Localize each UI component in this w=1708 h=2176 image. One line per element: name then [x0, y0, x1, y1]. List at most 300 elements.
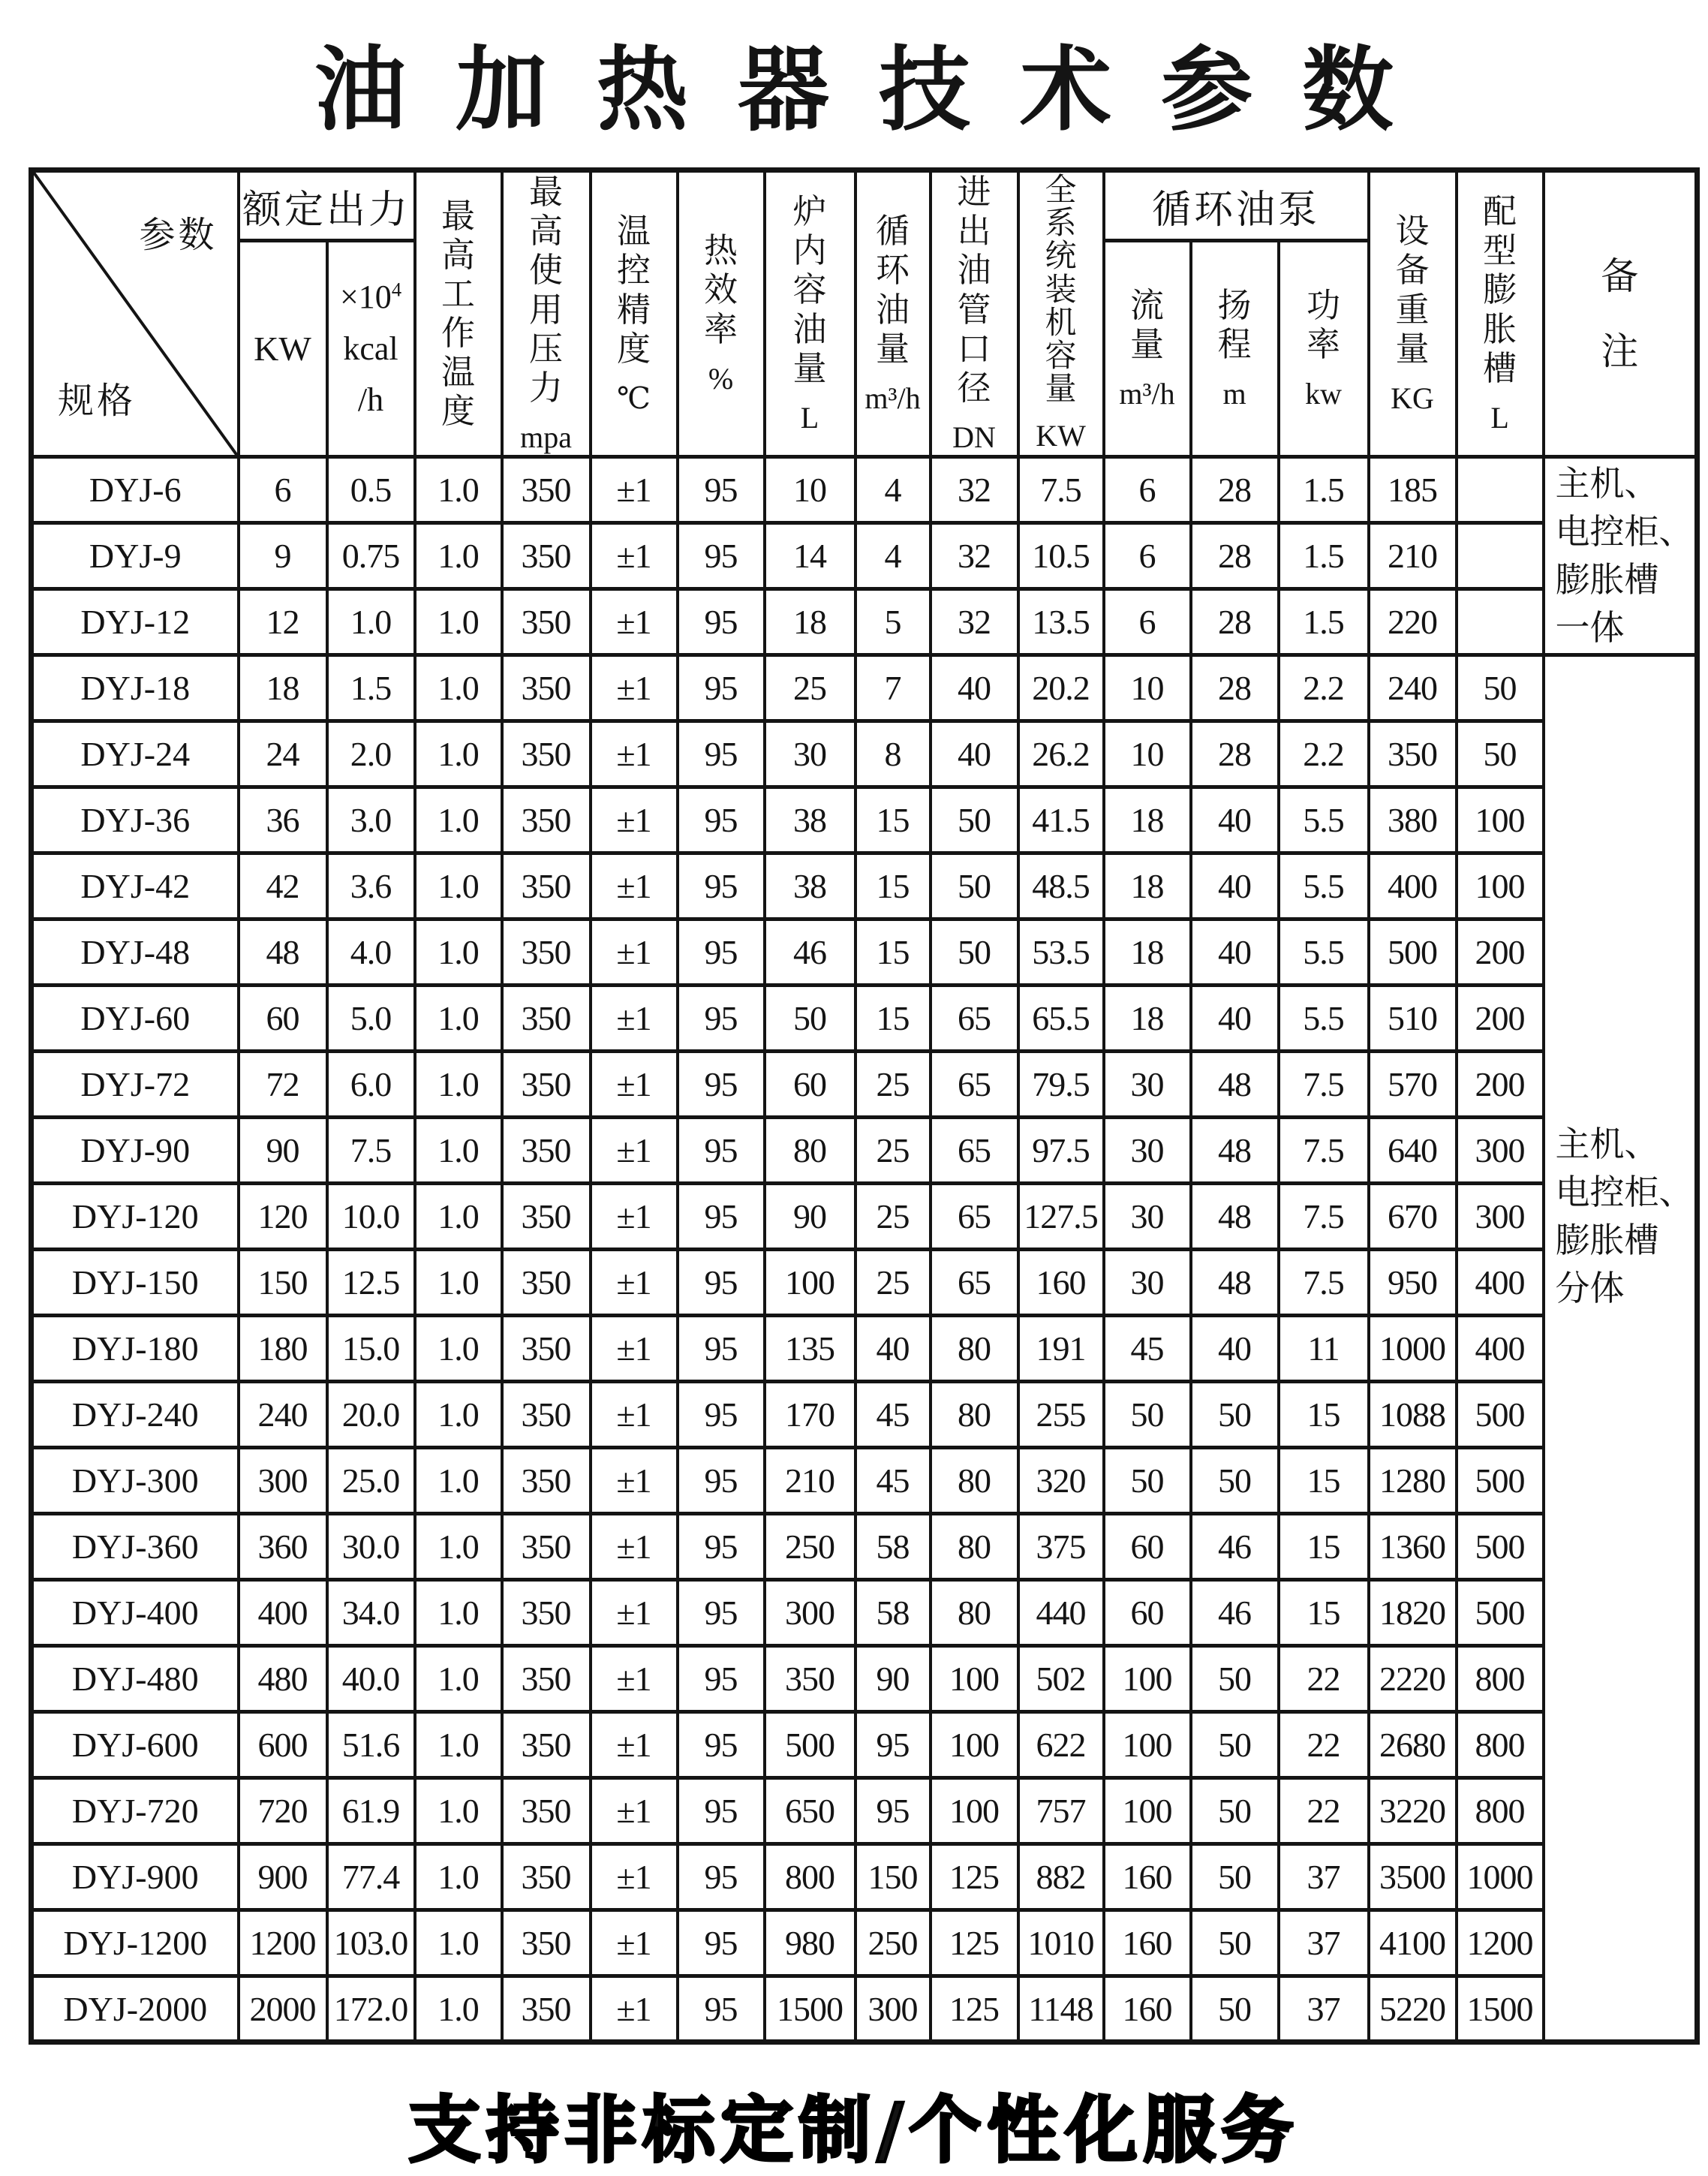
value-cell: 240	[1369, 655, 1457, 721]
value-cell: 50	[931, 853, 1018, 919]
value-cell: 350	[1369, 721, 1457, 787]
value-cell: 50	[1191, 1844, 1279, 1910]
value-cell: 51.6	[327, 1712, 415, 1778]
model-cell: DYJ-18	[32, 655, 239, 721]
value-cell: 80	[931, 1382, 1018, 1448]
value-cell: 360	[239, 1514, 327, 1580]
value-cell: 350	[502, 589, 591, 655]
value-cell: 42	[239, 853, 327, 919]
value-cell: 15	[856, 853, 931, 919]
value-cell: ±1	[591, 986, 678, 1052]
value-cell: 1.0	[415, 1580, 502, 1646]
value-cell: ±1	[591, 589, 678, 655]
value-cell: 3220	[1369, 1778, 1457, 1844]
value-cell: 500	[1457, 1448, 1544, 1514]
value-cell: 25	[856, 1250, 931, 1316]
model-cell: DYJ-1200	[32, 1910, 239, 1976]
value-cell: 95	[678, 1316, 765, 1382]
kw-unit-label: KW	[254, 330, 311, 369]
value-cell: 50	[931, 787, 1018, 853]
model-cell: DYJ-720	[32, 1778, 239, 1844]
spec-sheet	[0, 17, 1708, 2176]
value-cell: 1.0	[415, 1712, 502, 1778]
value-cell: 350	[502, 1250, 591, 1316]
value-cell: 5.5	[1279, 986, 1369, 1052]
value-cell: 8	[856, 721, 931, 787]
system-capacity-header	[1018, 170, 1104, 457]
table-row	[32, 919, 1697, 986]
value-cell: 15	[1279, 1514, 1369, 1580]
value-cell: 1010	[1018, 1910, 1104, 1976]
pipe-diameter-header	[931, 170, 1018, 457]
value-cell: 100	[1104, 1646, 1191, 1712]
value-cell: 90	[856, 1646, 931, 1712]
rated-output-group-label: 额定出力	[242, 188, 411, 232]
remark-line: 主机、	[1555, 464, 1659, 503]
table-row	[32, 655, 1697, 721]
value-cell: 95	[678, 1778, 765, 1844]
value-cell: 350	[502, 1316, 591, 1382]
table-row	[32, 523, 1697, 589]
value-cell: 72	[239, 1052, 327, 1118]
value-cell: 1.0	[415, 1448, 502, 1514]
value-cell: 5	[856, 589, 931, 655]
value-cell: 1.0	[415, 787, 502, 853]
value-cell: 53.5	[1018, 919, 1104, 986]
table-row	[32, 1712, 1697, 1778]
system-capacity-unit: KW	[1036, 418, 1086, 453]
value-cell: 40	[1191, 986, 1279, 1052]
spec-table	[29, 167, 1700, 2045]
value-cell: 20.2	[1018, 655, 1104, 721]
value-cell: 1.0	[415, 1646, 502, 1712]
value-cell: 2000	[239, 1976, 327, 2042]
model-cell: DYJ-360	[32, 1514, 239, 1580]
value-cell: 1.0	[415, 986, 502, 1052]
value-cell: 670	[1369, 1184, 1457, 1250]
value-cell: 200	[1457, 986, 1544, 1052]
value-cell: 882	[1018, 1844, 1104, 1910]
temp-precision-unit: ℃	[617, 381, 651, 415]
value-cell: 2220	[1369, 1646, 1457, 1712]
value-cell: 200	[1457, 919, 1544, 986]
value-cell: 210	[1369, 523, 1457, 589]
max-use-pressure-label: 最高使用压力	[529, 173, 564, 407]
value-cell: 160	[1018, 1250, 1104, 1316]
table-row	[32, 1646, 1697, 1712]
value-cell: 65.5	[1018, 986, 1104, 1052]
value-cell: 40.0	[327, 1646, 415, 1712]
value-cell: 2.2	[1279, 655, 1369, 721]
value-cell: 1.0	[415, 1844, 502, 1910]
model-cell: DYJ-42	[32, 853, 239, 919]
value-cell: 400	[1457, 1250, 1544, 1316]
value-cell: 1.0	[415, 1778, 502, 1844]
table-row	[32, 1382, 1697, 1448]
value-cell: 15	[1279, 1448, 1369, 1514]
value-cell	[1457, 523, 1544, 589]
value-cell: 1.0	[415, 1514, 502, 1580]
value-cell: 58	[856, 1580, 931, 1646]
value-cell: 48	[1191, 1250, 1279, 1316]
equipment-weight-header	[1369, 170, 1457, 457]
value-cell: 30	[1104, 1184, 1191, 1250]
value-cell: 40	[1191, 919, 1279, 986]
value-cell: 12	[239, 589, 327, 655]
value-cell: ±1	[591, 1184, 678, 1250]
value-cell: 250	[856, 1910, 931, 1976]
remark-line: 主机、	[1555, 1125, 1659, 1164]
value-cell: 28	[1191, 523, 1279, 589]
value-cell: ±1	[591, 1778, 678, 1844]
value-cell: 79.5	[1018, 1052, 1104, 1118]
value-cell: 6	[1104, 523, 1191, 589]
model-cell: DYJ-9	[32, 523, 239, 589]
value-cell: 90	[765, 1184, 856, 1250]
table-row	[32, 787, 1697, 853]
value-cell: 400	[1457, 1316, 1544, 1382]
value-cell: 3.0	[327, 787, 415, 853]
value-cell: 65	[931, 1184, 1018, 1250]
value-cell: 350	[502, 1778, 591, 1844]
model-cell: DYJ-480	[32, 1646, 239, 1712]
pump-group-header	[1104, 170, 1369, 241]
value-cell: 95	[678, 853, 765, 919]
pump-head-label: 扬程	[1217, 286, 1252, 364]
value-cell: ±1	[591, 853, 678, 919]
table-body	[32, 457, 1697, 2042]
circulating-oil-unit: m³/h	[865, 381, 921, 415]
value-cell: 50	[1191, 1976, 1279, 2042]
value-cell: 34.0	[327, 1580, 415, 1646]
value-cell: 95	[678, 1382, 765, 1448]
value-cell: 13.5	[1018, 589, 1104, 655]
value-cell: 30	[1104, 1118, 1191, 1184]
value-cell: 400	[1369, 853, 1457, 919]
value-cell: 170	[765, 1382, 856, 1448]
kcal-unit-header	[327, 241, 415, 457]
remark-line: 电控柜、	[1555, 512, 1694, 551]
table-row	[32, 1052, 1697, 1118]
table-row	[32, 1844, 1697, 1910]
value-cell: 6.0	[327, 1052, 415, 1118]
pipe-diameter-label: 进出油管口径	[957, 173, 991, 407]
value-cell: 50	[931, 919, 1018, 986]
value-cell: 77.4	[327, 1844, 415, 1910]
value-cell: 80	[931, 1448, 1018, 1514]
value-cell: 160	[1104, 1976, 1191, 2042]
value-cell: 4100	[1369, 1910, 1457, 1976]
value-cell: 1.5	[1279, 589, 1369, 655]
value-cell: 380	[1369, 787, 1457, 853]
value-cell: 210	[765, 1448, 856, 1514]
value-cell: 37	[1279, 1976, 1369, 2042]
value-cell: 720	[239, 1778, 327, 1844]
value-cell: 0.75	[327, 523, 415, 589]
value-cell: 480	[239, 1646, 327, 1712]
value-cell: 6	[1104, 589, 1191, 655]
value-cell: 191	[1018, 1316, 1104, 1382]
value-cell: 1.0	[415, 457, 502, 523]
value-cell: 1.0	[415, 1316, 502, 1382]
value-cell: 150	[856, 1844, 931, 1910]
value-cell: ±1	[591, 523, 678, 589]
value-cell: 10	[765, 457, 856, 523]
value-cell: 350	[502, 1580, 591, 1646]
value-cell: 800	[1457, 1646, 1544, 1712]
value-cell: 50	[1191, 1646, 1279, 1712]
model-cell: DYJ-240	[32, 1382, 239, 1448]
value-cell: 95	[678, 721, 765, 787]
value-cell: 1500	[1457, 1976, 1544, 2042]
value-cell: 41.5	[1018, 787, 1104, 853]
value-cell: 15	[1279, 1580, 1369, 1646]
value-cell: 1500	[765, 1976, 856, 2042]
value-cell: 95	[678, 1118, 765, 1184]
circulating-oil-label: 循环油量	[876, 212, 910, 368]
rated-output-group-header	[239, 170, 415, 241]
value-cell: 350	[502, 1910, 591, 1976]
pump-head-unit: m	[1222, 377, 1246, 411]
value-cell: 6	[239, 457, 327, 523]
value-cell: 1.5	[327, 655, 415, 721]
pump-power-label: 功率	[1307, 286, 1341, 364]
corner-header	[32, 170, 239, 457]
max-work-temp-header	[415, 170, 502, 457]
value-cell: 1.0	[415, 1910, 502, 1976]
value-cell: 180	[239, 1316, 327, 1382]
value-cell: 7	[856, 655, 931, 721]
value-cell: 200	[1457, 1052, 1544, 1118]
value-cell: 350	[502, 721, 591, 787]
value-cell: 18	[1104, 853, 1191, 919]
value-cell: 15	[856, 787, 931, 853]
value-cell: 120	[239, 1184, 327, 1250]
value-cell: 95	[678, 457, 765, 523]
value-cell: 640	[1369, 1118, 1457, 1184]
value-cell: 22	[1279, 1646, 1369, 1712]
value-cell: 95	[678, 1184, 765, 1250]
corner-spec-label: 规格	[58, 381, 137, 422]
value-cell: 18	[765, 589, 856, 655]
value-cell: 9	[239, 523, 327, 589]
value-cell: 95	[678, 1910, 765, 1976]
value-cell: 60	[1104, 1514, 1191, 1580]
value-cell: 240	[239, 1382, 327, 1448]
value-cell: 1000	[1457, 1844, 1544, 1910]
value-cell: 60	[1104, 1580, 1191, 1646]
value-cell: 10	[1104, 721, 1191, 787]
value-cell: 37	[1279, 1844, 1369, 1910]
value-cell: 350	[765, 1646, 856, 1712]
value-cell: 22	[1279, 1712, 1369, 1778]
circulating-oil-header	[856, 170, 931, 457]
value-cell: 1.5	[1279, 523, 1369, 589]
value-cell: 5.5	[1279, 853, 1369, 919]
pump-power-header	[1279, 241, 1369, 457]
value-cell: 28	[1191, 589, 1279, 655]
max-use-pressure-unit: mpa	[520, 420, 572, 455]
value-cell: 95	[678, 1646, 765, 1712]
value-cell: 375	[1018, 1514, 1104, 1580]
value-cell: 1.0	[415, 1250, 502, 1316]
remark-line: 分体	[1555, 1269, 1625, 1308]
value-cell: 160	[1104, 1844, 1191, 1910]
value-cell: 1.0	[415, 1976, 502, 2042]
value-cell: 25	[856, 1184, 931, 1250]
remark-header-label: 备注	[1601, 255, 1639, 373]
value-cell: 65	[931, 1052, 1018, 1118]
value-cell: 300	[856, 1976, 931, 2042]
value-cell: ±1	[591, 1052, 678, 1118]
model-cell: DYJ-150	[32, 1250, 239, 1316]
value-cell: 48	[1191, 1118, 1279, 1184]
pump-flow-label: 流量	[1130, 286, 1165, 364]
value-cell: 100	[931, 1646, 1018, 1712]
value-cell: ±1	[591, 1844, 678, 1910]
value-cell: 100	[765, 1250, 856, 1316]
value-cell: 350	[502, 1514, 591, 1580]
value-cell: 100	[931, 1778, 1018, 1844]
value-cell: 50	[1191, 1778, 1279, 1844]
value-cell: 2.2	[1279, 721, 1369, 787]
value-cell: 600	[239, 1712, 327, 1778]
model-cell: DYJ-600	[32, 1712, 239, 1778]
value-cell: 350	[502, 523, 591, 589]
thermal-efficiency-unit: %	[708, 361, 734, 396]
value-cell: 570	[1369, 1052, 1457, 1118]
value-cell: 90	[239, 1118, 327, 1184]
value-cell: 100	[931, 1712, 1018, 1778]
value-cell: ±1	[591, 1712, 678, 1778]
value-cell: 1.0	[415, 1382, 502, 1448]
value-cell: 95	[678, 1976, 765, 2042]
value-cell: 800	[1457, 1712, 1544, 1778]
value-cell	[1457, 589, 1544, 655]
value-cell: 25	[765, 655, 856, 721]
value-cell: 15	[856, 986, 931, 1052]
kw-unit-header	[239, 241, 327, 457]
value-cell: 1820	[1369, 1580, 1457, 1646]
table-row	[32, 853, 1697, 919]
value-cell: 185	[1369, 457, 1457, 523]
value-cell: 350	[502, 1448, 591, 1514]
value-cell: 50	[1457, 655, 1544, 721]
value-cell: 4	[856, 523, 931, 589]
value-cell: 502	[1018, 1646, 1104, 1712]
expansion-tank-unit: L	[1490, 401, 1509, 435]
kcal-per-hour-label: /h	[357, 381, 384, 418]
value-cell: 125	[931, 1844, 1018, 1910]
value-cell: 46	[1191, 1514, 1279, 1580]
temp-precision-header	[591, 170, 678, 457]
value-cell: 757	[1018, 1778, 1104, 1844]
value-cell: 1.0	[415, 721, 502, 787]
value-cell: 350	[502, 1118, 591, 1184]
value-cell: 350	[502, 1976, 591, 2042]
value-cell: 4	[856, 457, 931, 523]
value-cell: 650	[765, 1778, 856, 1844]
value-cell: 37	[1279, 1910, 1369, 1976]
value-cell: 125	[931, 1910, 1018, 1976]
value-cell: ±1	[591, 1448, 678, 1514]
value-cell: 50	[1457, 721, 1544, 787]
value-cell: 32	[931, 523, 1018, 589]
value-cell: 1.0	[415, 853, 502, 919]
table-row	[32, 589, 1697, 655]
furnace-oil-unit: L	[800, 401, 819, 435]
value-cell: 0.5	[327, 457, 415, 523]
value-cell: 2680	[1369, 1712, 1457, 1778]
value-cell: 15.0	[327, 1316, 415, 1382]
value-cell: 28	[1191, 721, 1279, 787]
value-cell: 100	[1104, 1778, 1191, 1844]
temp-precision-label: 温控精度	[617, 212, 651, 368]
value-cell: 900	[239, 1844, 327, 1910]
value-cell: 30.0	[327, 1514, 415, 1580]
value-cell	[1457, 457, 1544, 523]
value-cell: 22	[1279, 1778, 1369, 1844]
value-cell: ±1	[591, 457, 678, 523]
value-cell: 500	[1457, 1382, 1544, 1448]
value-cell: 25.0	[327, 1448, 415, 1514]
value-cell: ±1	[591, 1646, 678, 1712]
value-cell: 18	[1104, 919, 1191, 986]
value-cell: 800	[765, 1844, 856, 1910]
value-cell: 80	[931, 1580, 1018, 1646]
value-cell: 80	[765, 1118, 856, 1184]
table-row	[32, 721, 1697, 787]
value-cell: 50	[1191, 1910, 1279, 1976]
value-cell: 48	[239, 919, 327, 986]
value-cell: 1.0	[327, 589, 415, 655]
page-title: 油加热器技术参数	[314, 41, 1443, 142]
value-cell: 14	[765, 523, 856, 589]
table-row	[32, 1778, 1697, 1844]
expansion-tank-header	[1457, 170, 1544, 457]
value-cell: 350	[502, 1712, 591, 1778]
value-cell: 45	[856, 1382, 931, 1448]
value-cell: 48	[1191, 1184, 1279, 1250]
table-row	[32, 1250, 1697, 1316]
value-cell: 300	[239, 1448, 327, 1514]
value-cell: 25	[856, 1052, 931, 1118]
value-cell: 20.0	[327, 1382, 415, 1448]
value-cell: 7.5	[1279, 1118, 1369, 1184]
value-cell: 1.0	[415, 523, 502, 589]
value-cell: 95	[678, 1580, 765, 1646]
value-cell: 60	[239, 986, 327, 1052]
value-cell: 65	[931, 1118, 1018, 1184]
value-cell: 95	[678, 986, 765, 1052]
table-row	[32, 1514, 1697, 1580]
value-cell: 510	[1369, 986, 1457, 1052]
value-cell: 1360	[1369, 1514, 1457, 1580]
value-cell: 220	[1369, 589, 1457, 655]
value-cell: 1088	[1369, 1382, 1457, 1448]
value-cell: 1200	[239, 1910, 327, 1976]
value-cell: 58	[856, 1514, 931, 1580]
value-cell: 24	[239, 721, 327, 787]
value-cell: 300	[1457, 1184, 1544, 1250]
value-cell: 350	[502, 919, 591, 986]
pump-power-unit: kw	[1305, 377, 1342, 411]
value-cell: 350	[502, 655, 591, 721]
table-row	[32, 1118, 1697, 1184]
value-cell: 30	[1104, 1250, 1191, 1316]
value-cell: 320	[1018, 1448, 1104, 1514]
furnace-oil-header	[765, 170, 856, 457]
